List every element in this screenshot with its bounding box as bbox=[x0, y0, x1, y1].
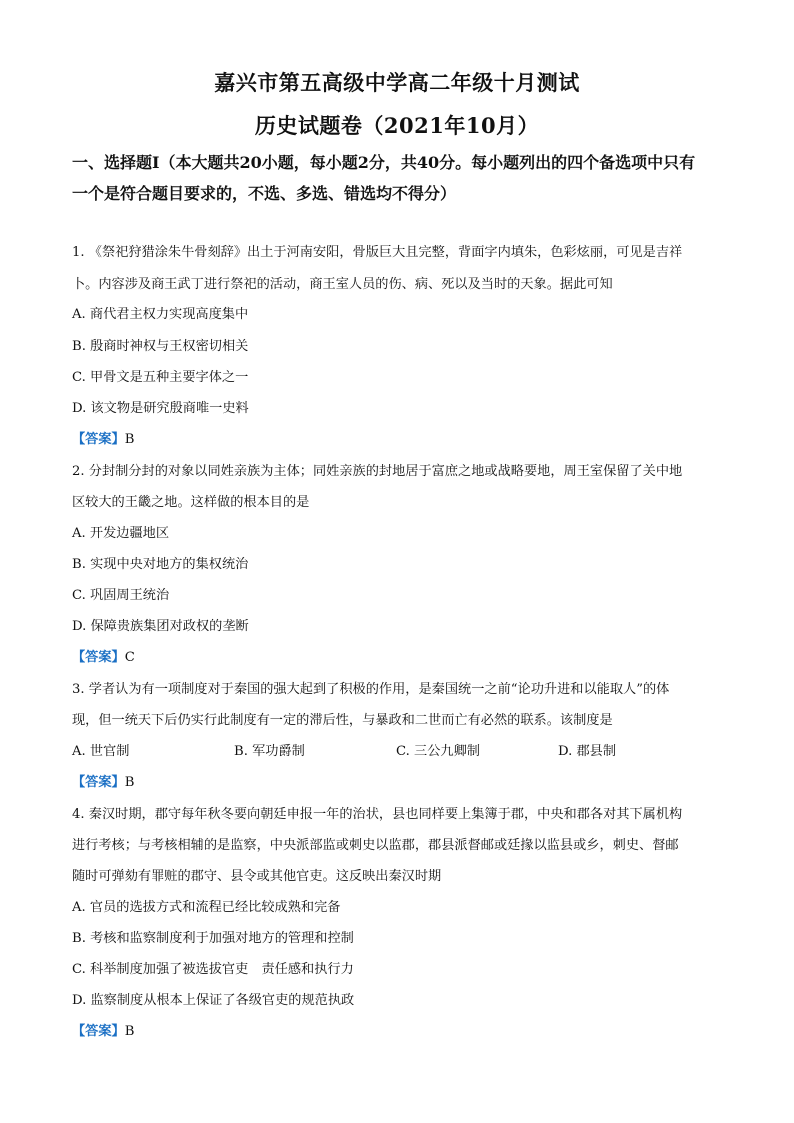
question-4-stem-line-1: 4. 秦汉时期，郡守每年秋冬要向朝廷申报一年的治状，县也同样要上集簿于郡，中央和郡各对其下属机构 bbox=[72, 807, 683, 822]
section-heading-line-1: 一、选择题Ⅰ（本大题共20小题，每小题2分，共40分。每小题列出的四个备选项中只有 bbox=[72, 153, 696, 172]
question-2-answer bbox=[72, 649, 135, 667]
exam-title: 历史试题卷（2021年10月） bbox=[254, 113, 540, 138]
question-2-option-d: D. 保障贵族集团对政权的垄断 bbox=[72, 619, 249, 634]
question-1-stem-line-2: 卜。内容涉及商王武丁进行祭祀的活动，商王室人员的伤、病、死以及当时的天象。据此可知 bbox=[72, 277, 613, 292]
question-3-option-a: A. 世官制 bbox=[72, 744, 130, 759]
question-4-option-b: B. 考核和监察制度利于加强对地方的管理和控制 bbox=[72, 931, 354, 946]
question-4-option-a: A. 官员的选拔方式和流程已经比较成熟和完备 bbox=[72, 900, 341, 915]
question-2-option-a: A. 开发边疆地区 bbox=[72, 526, 170, 541]
question-3-answer bbox=[72, 774, 134, 792]
answer-value: C bbox=[124, 650, 135, 665]
question-1-option-c: C. 甲骨文是五种主要字体之一 bbox=[72, 370, 249, 385]
question-4-answer bbox=[72, 1023, 134, 1041]
answer-label: 【答案】 bbox=[72, 432, 125, 447]
question-3-stem-line-2: 现，但一统天下后仍实行此制度有一定的滞后性，与暴政和二世而亡有必然的联系。该制度是 bbox=[72, 713, 613, 728]
question-3-option-c: C. 三公九卿制 bbox=[396, 744, 480, 759]
question-4-stem-line-3: 随时可弹劾有罪赃的郡守、县令或其他官吏。这反映出秦汉时期 bbox=[72, 869, 442, 884]
answer-value: B bbox=[124, 775, 135, 790]
answer-value: B bbox=[124, 432, 135, 447]
question-1-option-a: A. 商代君主权力实现高度集中 bbox=[72, 307, 249, 322]
section-heading-line-2: 一个是符合题目要求的，不选、多选、错选均不得分） bbox=[72, 184, 457, 203]
question-2-option-b: B. 实现中央对地方的集权统治 bbox=[72, 557, 249, 572]
school-title: 嘉兴市第五高级中学高二年级十月测试 bbox=[214, 70, 580, 95]
question-1-stem-line-1: 1. 《祭祀狩猎涂朱牛骨刻辞》出土于河南安阳，骨版巨大且完整，背面字内填朱，色彩炫丽，可见是吉祥 bbox=[72, 245, 683, 260]
question-4-stem-line-2: 进行考核；与考核相辅的是监察，中央派部监或刺史以监郡，郡县派督邮或廷掾以监县或乡，刺史、督邮 bbox=[72, 838, 679, 853]
question-4-option-d: D. 监察制度从根本上保证了各级官吏的规范执政 bbox=[72, 993, 355, 1008]
answer-label: 【答案】 bbox=[72, 1024, 125, 1039]
question-3-option-b: B. 军功爵制 bbox=[234, 744, 305, 759]
question-2-stem-line-2: 区较大的王畿之地。这样做的根本目的是 bbox=[72, 495, 310, 510]
question-4-option-c: C. 科举制度加强了被选拔官吏 责任感和执行力 bbox=[72, 962, 354, 977]
answer-label: 【答案】 bbox=[72, 650, 125, 665]
question-3-option-d: D. 郡县制 bbox=[558, 744, 617, 759]
question-1-option-b: B. 殷商时神权与王权密切相关 bbox=[72, 339, 249, 354]
question-2-option-c: C. 巩固周王统治 bbox=[72, 588, 170, 603]
answer-label: 【答案】 bbox=[72, 775, 125, 790]
question-1-answer bbox=[72, 431, 134, 449]
question-2-stem-line-1: 2. 分封制分封的对象以同姓亲族为主体；同姓亲族的封地居于富庶之地或战略要地，周王室保留了关中地 bbox=[72, 464, 683, 479]
question-3-stem-line-1: 3. 学者认为有一项制度对于秦国的强大起到了积极的作用，是秦国统一之前“论功升进和以能取人”的体 bbox=[72, 682, 670, 697]
question-3-options-row bbox=[72, 743, 732, 761]
answer-value: B bbox=[124, 1024, 135, 1039]
question-1-option-d: D. 该文物是研究殷商唯一史料 bbox=[72, 401, 249, 416]
